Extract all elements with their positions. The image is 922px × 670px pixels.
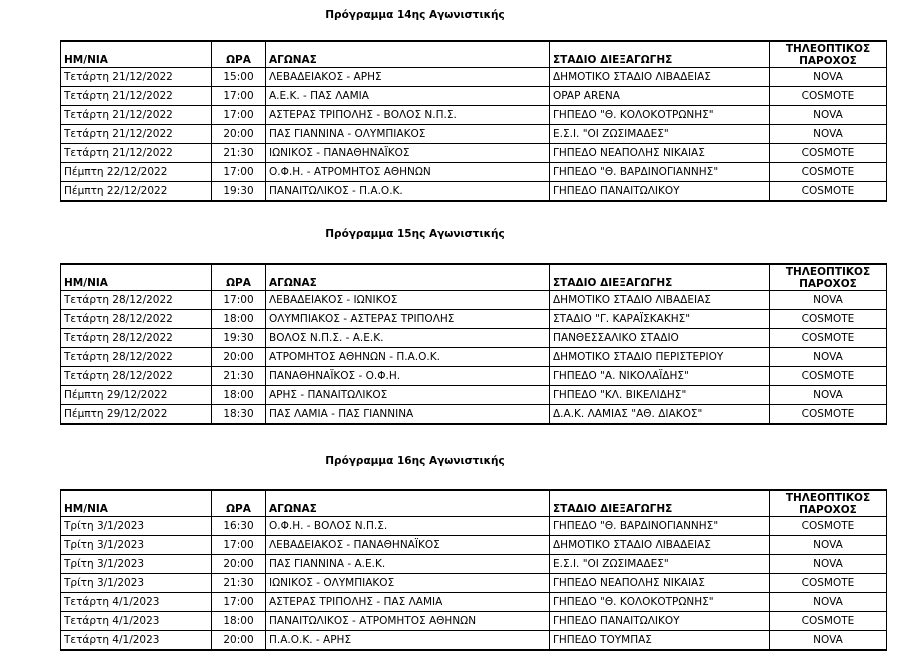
cell-match: ΛΕΒΑΔΕΙΑΚΟΣ - ΑΡΗΣ bbox=[266, 68, 550, 87]
cell-date: Τετάρτη 28/12/2022 bbox=[61, 348, 212, 367]
cell-time: 16:30 bbox=[212, 517, 266, 536]
cell-date: Τετάρτη 4/1/2023 bbox=[61, 631, 212, 651]
cell-date: Τετάρτη 21/12/2022 bbox=[61, 144, 212, 163]
table-row bbox=[61, 144, 887, 163]
cell-time: 18:00 bbox=[212, 386, 266, 405]
cell-time: 18:00 bbox=[212, 612, 266, 631]
table-row bbox=[61, 386, 887, 405]
cell-time: 19:30 bbox=[212, 182, 266, 202]
table-row bbox=[61, 87, 887, 106]
cell-stadium: ΓΗΠΕΔΟ "ΚΛ. ΒΙΚΕΛΙΔΗΣ" bbox=[550, 386, 770, 405]
cell-tv: COSMOTE bbox=[770, 367, 887, 386]
cell-tv: NOVA bbox=[770, 106, 887, 125]
header-time: ΩΡΑ bbox=[212, 41, 266, 68]
cell-tv: COSMOTE bbox=[770, 329, 887, 348]
cell-match: ΛΕΒΑΔΕΙΑΚΟΣ - ΙΩΝΙΚΟΣ bbox=[266, 291, 550, 310]
cell-tv: COSMOTE bbox=[770, 612, 887, 631]
cell-stadium: ΓΗΠΕΔΟ "Α. ΝΙΚΟΛΑΪΔΗΣ" bbox=[550, 367, 770, 386]
cell-match: ΒΟΛΟΣ Ν.Π.Σ. - Α.Ε.Κ. bbox=[266, 329, 550, 348]
table-row bbox=[61, 631, 887, 651]
cell-match: ΙΩΝΙΚΟΣ - ΠΑΝΑΘΗΝΑΪΚΟΣ bbox=[266, 144, 550, 163]
cell-time: 21:30 bbox=[212, 367, 266, 386]
cell-stadium: ΓΗΠΕΔΟ "Θ. ΒΑΡΔΙΝΟΓΙΑΝΝΗΣ" bbox=[550, 163, 770, 182]
header-tv-provider: ΤΗΛΕΟΠΤΙΚΟΣ ΠΑΡΟΧΟΣ bbox=[770, 490, 887, 517]
cell-match: ΠΑΣ ΓΙΑΝΝΙΝΑ - Α.Ε.Κ. bbox=[266, 555, 550, 574]
cell-time: 20:00 bbox=[212, 125, 266, 144]
cell-tv: COSMOTE bbox=[770, 182, 887, 202]
cell-time: 17:00 bbox=[212, 291, 266, 310]
cell-tv: COSMOTE bbox=[770, 144, 887, 163]
cell-time: 17:00 bbox=[212, 593, 266, 612]
cell-tv: COSMOTE bbox=[770, 517, 887, 536]
cell-time: 21:30 bbox=[212, 574, 266, 593]
cell-match: ΟΛΥΜΠΙΑΚΟΣ - ΑΣΤΕΡΑΣ ΤΡΙΠΟΛΗΣ bbox=[266, 310, 550, 329]
cell-match: ΠΑΝΑΘΗΝΑΪΚΟΣ - Ο.Φ.Η. bbox=[266, 367, 550, 386]
round-title: Πρόγραμμα 15ης Αγωνιστικής bbox=[325, 228, 505, 240]
header-date: ΗΜ/ΝΙΑ bbox=[61, 264, 212, 291]
cell-match: ΛΕΒΑΔΕΙΑΚΟΣ - ΠΑΝΑΘΗΝΑΪΚΟΣ bbox=[266, 536, 550, 555]
schedule-table bbox=[60, 489, 887, 651]
cell-tv: NOVA bbox=[770, 68, 887, 87]
cell-match: ΠΑΝΑΙΤΩΛΙΚΟΣ - ΑΤΡΟΜΗΤΟΣ ΑΘΗΝΩΝ bbox=[266, 612, 550, 631]
cell-tv: COSMOTE bbox=[770, 87, 887, 106]
header-match: ΑΓΩΝΑΣ bbox=[266, 41, 550, 68]
cell-stadium: Ε.Σ.Ι. "ΟΙ ΖΩΣΙΜΑΔΕΣ" bbox=[550, 125, 770, 144]
cell-time: 21:30 bbox=[212, 144, 266, 163]
cell-stadium: ΟPAP ARENA bbox=[550, 87, 770, 106]
cell-tv: NOVA bbox=[770, 555, 887, 574]
cell-stadium: ΔΗΜΟΤΙΚΟ ΣΤΑΔΙΟ ΛΙΒΑΔΕΙΑΣ bbox=[550, 536, 770, 555]
table-row bbox=[61, 310, 887, 329]
cell-match: ΑΣΤΕΡΑΣ ΤΡΙΠΟΛΗΣ - ΠΑΣ ΛΑΜΙΑ bbox=[266, 593, 550, 612]
cell-date: Τετάρτη 21/12/2022 bbox=[61, 87, 212, 106]
cell-match: Α.Ε.Κ. - ΠΑΣ ΛΑΜΙΑ bbox=[266, 87, 550, 106]
cell-stadium: ΓΗΠΕΔΟ "Θ. ΚΟΛΟΚΟΤΡΩΝΗΣ" bbox=[550, 106, 770, 125]
round-title: Πρόγραμμα 14ης Αγωνιστικής bbox=[325, 9, 505, 21]
cell-date: Τετάρτη 28/12/2022 bbox=[61, 367, 212, 386]
cell-time: 17:00 bbox=[212, 106, 266, 125]
table-row bbox=[61, 517, 887, 536]
cell-match: ΠΑΝΑΙΤΩΛΙΚΟΣ - Π.Α.Ο.Κ. bbox=[266, 182, 550, 202]
cell-date: Πέμπτη 22/12/2022 bbox=[61, 182, 212, 202]
cell-date: Τετάρτη 21/12/2022 bbox=[61, 125, 212, 144]
cell-match: ΠΑΣ ΛΑΜΙΑ - ΠΑΣ ΓΙΑΝΝΙΝΑ bbox=[266, 405, 550, 425]
cell-tv: COSMOTE bbox=[770, 405, 887, 425]
cell-tv: NOVA bbox=[770, 593, 887, 612]
cell-date: Πέμπτη 22/12/2022 bbox=[61, 163, 212, 182]
cell-stadium: ΓΗΠΕΔΟ ΠΑΝΑΙΤΩΛΙΚΟΥ bbox=[550, 612, 770, 631]
cell-tv: COSMOTE bbox=[770, 163, 887, 182]
cell-stadium: Δ.Α.Κ. ΛΑΜΙΑΣ "ΑΘ. ΔΙΑΚΟΣ" bbox=[550, 405, 770, 425]
schedule-table bbox=[60, 263, 887, 425]
cell-match: ΑΤΡΟΜΗΤΟΣ ΑΘΗΝΩΝ - Π.Α.Ο.Κ. bbox=[266, 348, 550, 367]
cell-date: Τετάρτη 28/12/2022 bbox=[61, 329, 212, 348]
cell-date: Πέμπτη 29/12/2022 bbox=[61, 405, 212, 425]
header-match: ΑΓΩΝΑΣ bbox=[266, 490, 550, 517]
table-row bbox=[61, 367, 887, 386]
cell-tv: NOVA bbox=[770, 348, 887, 367]
cell-stadium: ΠΑΝΘΕΣΣΑΛΙΚΟ ΣΤΑΔΙΟ bbox=[550, 329, 770, 348]
cell-stadium: ΓΗΠΕΔΟ ΝΕΑΠΟΛΗΣ ΝΙΚΑΙΑΣ bbox=[550, 574, 770, 593]
cell-stadium: ΓΗΠΕΔΟ ΤΟΥΜΠΑΣ bbox=[550, 631, 770, 651]
cell-tv: NOVA bbox=[770, 631, 887, 651]
cell-match: Ο.Φ.Η. - ΑΤΡΟΜΗΤΟΣ ΑΘΗΝΩΝ bbox=[266, 163, 550, 182]
cell-stadium: ΣΤΑΔΙΟ "Γ. ΚΑΡΑΪΣΚΑΚΗΣ" bbox=[550, 310, 770, 329]
cell-stadium: Ε.Σ.Ι. "ΟΙ ΖΩΣΙΜΑΔΕΣ" bbox=[550, 555, 770, 574]
header-stadium: ΣΤΑΔΙΟ ΔΙΕΞΑΓΩΓΗΣ bbox=[550, 41, 770, 68]
cell-date: Τρίτη 3/1/2023 bbox=[61, 517, 212, 536]
cell-time: 19:30 bbox=[212, 329, 266, 348]
table-header-row bbox=[61, 264, 887, 291]
cell-time: 17:00 bbox=[212, 163, 266, 182]
header-date: ΗΜ/ΝΙΑ bbox=[61, 41, 212, 68]
table-row bbox=[61, 68, 887, 87]
table-header-row bbox=[61, 490, 887, 517]
cell-stadium: ΔΗΜΟΤΙΚΟ ΣΤΑΔΙΟ ΛΙΒΑΔΕΙΑΣ bbox=[550, 291, 770, 310]
header-time: ΩΡΑ bbox=[212, 490, 266, 517]
table-row bbox=[61, 106, 887, 125]
cell-date: Τετάρτη 21/12/2022 bbox=[61, 68, 212, 87]
table-row bbox=[61, 348, 887, 367]
cell-stadium: ΔΗΜΟΤΙΚΟ ΣΤΑΔΙΟ ΛΙΒΑΔΕΙΑΣ bbox=[550, 68, 770, 87]
cell-stadium: ΓΗΠΕΔΟ "Θ. ΒΑΡΔΙΝΟΓΙΑΝΝΗΣ" bbox=[550, 517, 770, 536]
header-date: ΗΜ/ΝΙΑ bbox=[61, 490, 212, 517]
header-match: ΑΓΩΝΑΣ bbox=[266, 264, 550, 291]
cell-tv: COSMOTE bbox=[770, 574, 887, 593]
cell-time: 20:00 bbox=[212, 348, 266, 367]
cell-match: Ο.Φ.Η. - ΒΟΛΟΣ Ν.Π.Σ. bbox=[266, 517, 550, 536]
cell-tv: NOVA bbox=[770, 386, 887, 405]
cell-tv: COSMOTE bbox=[770, 310, 887, 329]
table-row bbox=[61, 593, 887, 612]
table-row bbox=[61, 536, 887, 555]
cell-date: Τρίτη 3/1/2023 bbox=[61, 555, 212, 574]
cell-date: Τρίτη 3/1/2023 bbox=[61, 574, 212, 593]
cell-date: Τετάρτη 21/12/2022 bbox=[61, 106, 212, 125]
cell-date: Τετάρτη 4/1/2023 bbox=[61, 612, 212, 631]
table-row bbox=[61, 125, 887, 144]
header-tv-provider: ΤΗΛΕΟΠΤΙΚΟΣ ΠΑΡΟΧΟΣ bbox=[770, 41, 887, 68]
header-stadium: ΣΤΑΔΙΟ ΔΙΕΞΑΓΩΓΗΣ bbox=[550, 490, 770, 517]
cell-date: Τετάρτη 4/1/2023 bbox=[61, 593, 212, 612]
table-row bbox=[61, 291, 887, 310]
cell-date: Τετάρτη 28/12/2022 bbox=[61, 310, 212, 329]
cell-time: 18:00 bbox=[212, 310, 266, 329]
cell-match: ΠΑΣ ΓΙΑΝΝΙΝΑ - ΟΛΥΜΠΙΑΚΟΣ bbox=[266, 125, 550, 144]
cell-match: ΙΩΝΙΚΟΣ - ΟΛΥΜΠΙΑΚΟΣ bbox=[266, 574, 550, 593]
header-time: ΩΡΑ bbox=[212, 264, 266, 291]
table-header-row bbox=[61, 41, 887, 68]
cell-tv: NOVA bbox=[770, 125, 887, 144]
cell-tv: NOVA bbox=[770, 291, 887, 310]
schedule-table bbox=[60, 40, 887, 202]
header-tv-provider: ΤΗΛΕΟΠΤΙΚΟΣ ΠΑΡΟΧΟΣ bbox=[770, 264, 887, 291]
cell-date: Πέμπτη 29/12/2022 bbox=[61, 386, 212, 405]
cell-stadium: ΔΗΜΟΤΙΚΟ ΣΤΑΔΙΟ ΠΕΡΙΣΤΕΡΙΟΥ bbox=[550, 348, 770, 367]
cell-tv: NOVA bbox=[770, 536, 887, 555]
cell-match: ΑΣΤΕΡΑΣ ΤΡΙΠΟΛΗΣ - ΒΟΛΟΣ Ν.Π.Σ. bbox=[266, 106, 550, 125]
cell-time: 18:30 bbox=[212, 405, 266, 425]
cell-date: Τρίτη 3/1/2023 bbox=[61, 536, 212, 555]
cell-time: 17:00 bbox=[212, 536, 266, 555]
table-row bbox=[61, 163, 887, 182]
cell-time: 17:00 bbox=[212, 87, 266, 106]
cell-stadium: ΓΗΠΕΔΟ "Θ. ΚΟΛΟΚΟΤΡΩΝΗΣ" bbox=[550, 593, 770, 612]
cell-stadium: ΓΗΠΕΔΟ ΝΕΑΠΟΛΗΣ ΝΙΚΑΙΑΣ bbox=[550, 144, 770, 163]
header-stadium: ΣΤΑΔΙΟ ΔΙΕΞΑΓΩΓΗΣ bbox=[550, 264, 770, 291]
cell-match: ΑΡΗΣ - ΠΑΝΑΙΤΩΛΙΚΟΣ bbox=[266, 386, 550, 405]
cell-time: 15:00 bbox=[212, 68, 266, 87]
table-row bbox=[61, 329, 887, 348]
table-row bbox=[61, 405, 887, 425]
table-row bbox=[61, 182, 887, 202]
cell-time: 20:00 bbox=[212, 631, 266, 651]
table-row bbox=[61, 612, 887, 631]
cell-time: 20:00 bbox=[212, 555, 266, 574]
table-row bbox=[61, 574, 887, 593]
table-row bbox=[61, 555, 887, 574]
cell-date: Τετάρτη 28/12/2022 bbox=[61, 291, 212, 310]
round-title: Πρόγραμμα 16ης Αγωνιστικής bbox=[325, 455, 505, 467]
cell-match: Π.Α.Ο.Κ. - ΑΡΗΣ bbox=[266, 631, 550, 651]
cell-stadium: ΓΗΠΕΔΟ ΠΑΝΑΙΤΩΛΙΚΟΥ bbox=[550, 182, 770, 202]
